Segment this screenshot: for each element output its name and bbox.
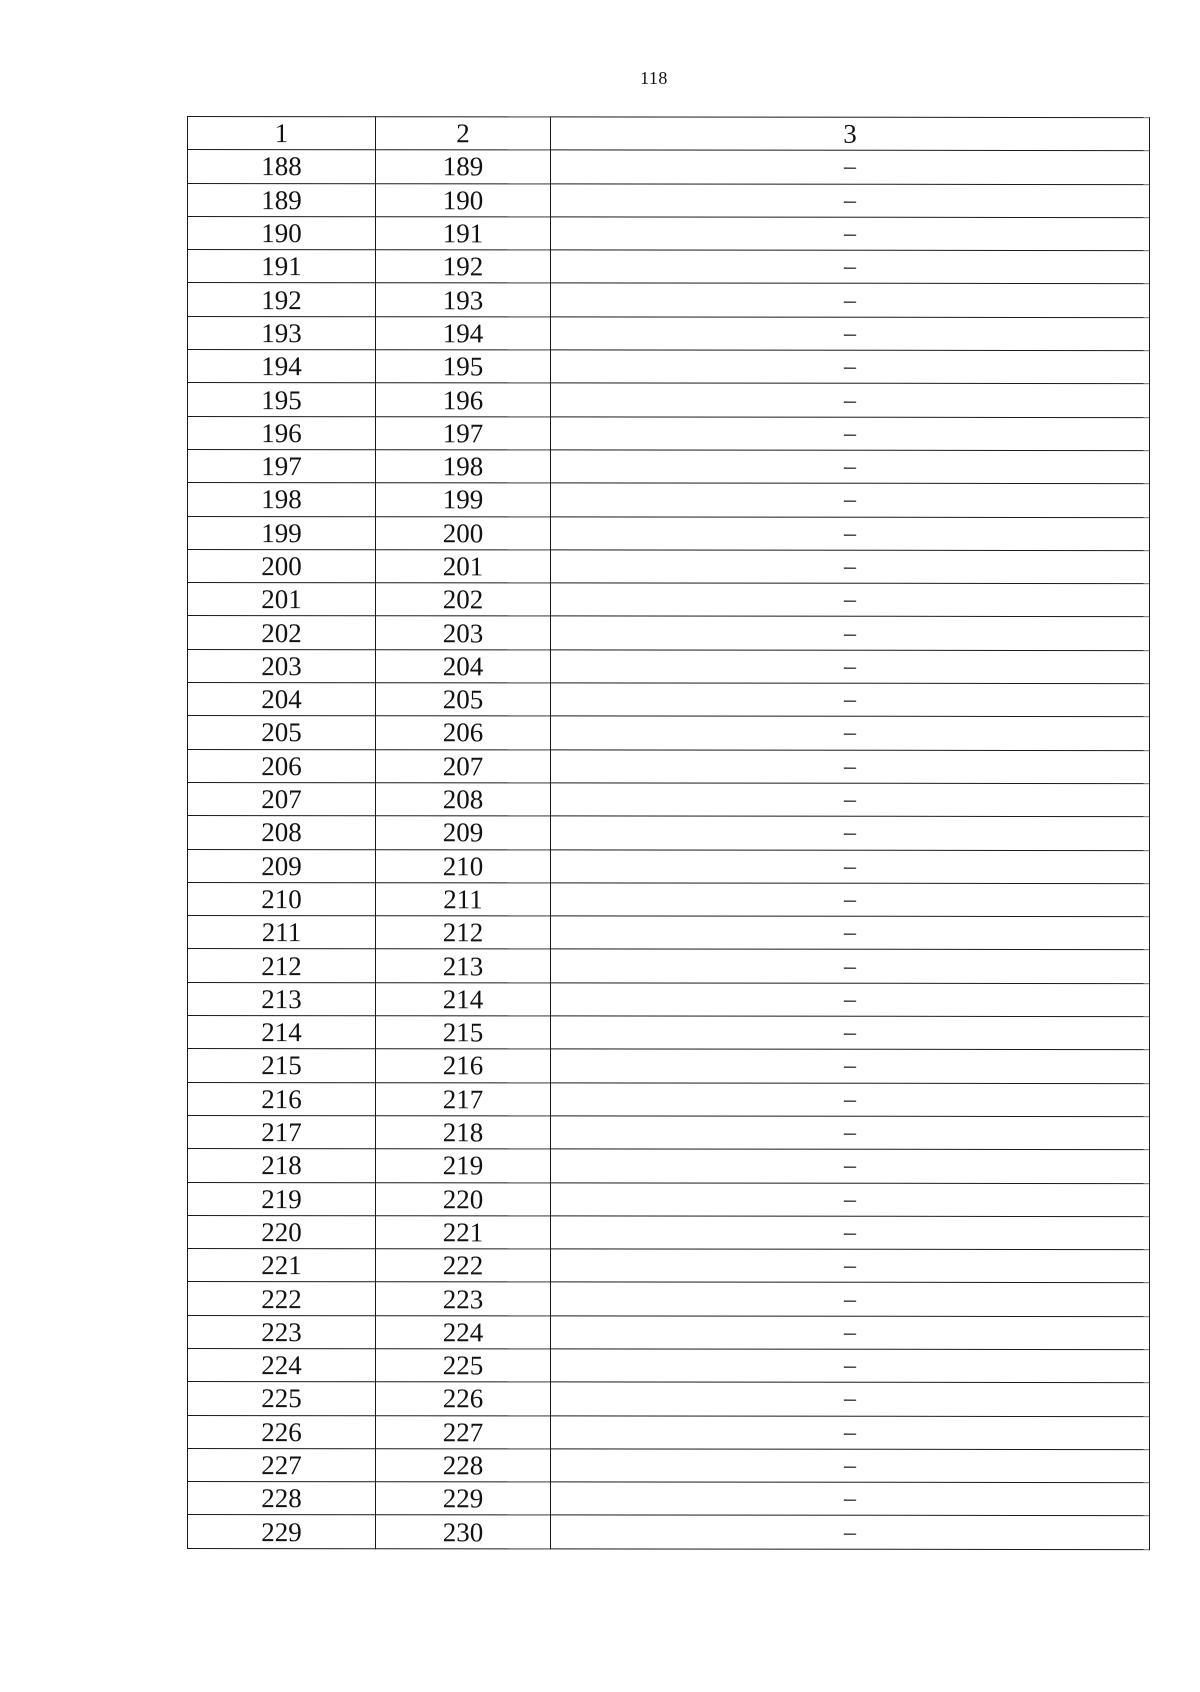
table-cell-col-1: 220 (188, 1215, 376, 1249)
table-cell-col-2: 206 (376, 716, 551, 749)
table-row (188, 1115, 1150, 1149)
table-body (188, 150, 1150, 1550)
table-cell-col-2: 208 (376, 783, 551, 816)
table-row (188, 916, 1150, 950)
data-table (187, 116, 1150, 1550)
table-cell-col-1: 227 (188, 1448, 376, 1482)
table-row (188, 449, 1150, 483)
table-cell-col-1: 224 (188, 1348, 376, 1382)
table-row (188, 616, 1150, 650)
table-row (188, 1515, 1150, 1549)
table-cell-col-3: – (551, 317, 1150, 351)
table-cell-col-2: 195 (376, 350, 551, 383)
table-cell-col-1: 195 (188, 383, 376, 417)
table-cell-col-3: – (551, 150, 1150, 184)
table-cell-col-2: 196 (376, 383, 551, 416)
table-cell-col-2: 197 (376, 416, 551, 449)
table-cell-col-3: – (551, 383, 1150, 417)
table-cell-col-3: – (551, 1149, 1150, 1183)
table-row (188, 949, 1150, 983)
table-cell-col-1: 223 (188, 1315, 376, 1349)
table-row (188, 549, 1150, 583)
table-cell-col-3: – (551, 616, 1150, 650)
page-number: 118 (640, 68, 668, 88)
table-cell-col-3: – (551, 1482, 1150, 1516)
table-cell-col-2: 214 (376, 982, 551, 1015)
table-cell-col-3: – (551, 1049, 1150, 1083)
table-cell-col-1: 189 (188, 183, 376, 217)
table-cell-col-2: 222 (376, 1249, 551, 1282)
table-cell-col-1: 201 (188, 583, 376, 617)
table-cell-col-2: 192 (376, 250, 551, 283)
table-cell-col-2: 216 (376, 1049, 551, 1082)
table-cell-col-3: – (551, 783, 1150, 817)
table-row (188, 350, 1150, 384)
table-cell-col-2: 207 (376, 749, 551, 782)
table-row (188, 749, 1150, 783)
table-row (188, 483, 1150, 517)
table-cell-col-2: 228 (376, 1449, 551, 1482)
table-cell-col-3: – (551, 816, 1150, 850)
table-cell-col-2: 227 (376, 1415, 551, 1448)
table-cell-col-1: 215 (188, 1049, 376, 1083)
table-cell-col-1: 228 (188, 1482, 376, 1516)
table-row (188, 1182, 1150, 1216)
column-header-3: 3 (551, 117, 1150, 151)
table-row (188, 649, 1150, 683)
table-cell-col-2: 210 (376, 849, 551, 882)
table-cell-col-1: 217 (188, 1115, 376, 1149)
table-cell-col-2: 191 (376, 217, 551, 250)
table-cell-col-1: 193 (188, 316, 376, 350)
table-row (188, 1482, 1150, 1516)
table-cell-col-3: – (551, 417, 1150, 451)
table-row (188, 516, 1150, 550)
table-row (188, 416, 1150, 450)
table-cell-col-2: 209 (376, 816, 551, 849)
table-row (188, 216, 1150, 250)
table-cell-col-1: 188 (188, 150, 376, 184)
table-row (188, 1348, 1150, 1382)
table-cell-col-2: 202 (376, 583, 551, 616)
table-cell-col-2: 194 (376, 316, 551, 349)
table-cell-col-2: 215 (376, 1016, 551, 1049)
table-cell-col-3: – (551, 983, 1150, 1017)
table-cell-col-1: 192 (188, 283, 376, 317)
table-row (188, 782, 1150, 816)
table-row (188, 882, 1150, 916)
table-row (188, 683, 1150, 717)
table-cell-col-1: 226 (188, 1415, 376, 1449)
table-cell-col-3: – (551, 1282, 1150, 1316)
table-cell-col-3: – (551, 650, 1150, 684)
table-cell-col-1: 199 (188, 516, 376, 550)
table-row (188, 849, 1150, 883)
table-cell-col-3: – (551, 1449, 1150, 1483)
table-cell-col-1: 196 (188, 416, 376, 450)
table-cell-col-3: – (551, 1415, 1150, 1449)
table-row (188, 1382, 1150, 1416)
table-row (188, 583, 1150, 617)
table-cell-col-3: – (551, 1083, 1150, 1117)
table-row (188, 250, 1150, 284)
table-cell-col-2: 212 (376, 916, 551, 949)
table-cell-col-3: – (551, 550, 1150, 584)
table-row (188, 1049, 1150, 1083)
table-cell-col-1: 212 (188, 949, 376, 983)
table-cell-col-2: 218 (376, 1116, 551, 1149)
table-cell-col-1: 203 (188, 649, 376, 683)
table-cell-col-2: 225 (376, 1349, 551, 1382)
table-cell-col-1: 225 (188, 1382, 376, 1416)
table-cell-col-2: 199 (376, 483, 551, 516)
table-cell-col-2: 193 (376, 283, 551, 316)
table-cell-col-1: 221 (188, 1249, 376, 1283)
table-cell-col-2: 211 (376, 883, 551, 916)
table-cell-col-3: – (551, 450, 1150, 484)
table-cell-col-1: 204 (188, 683, 376, 717)
table-cell-col-3: – (551, 184, 1150, 218)
table-cell-col-3: – (551, 350, 1150, 384)
table-row (188, 183, 1150, 217)
table-cell-col-2: 219 (376, 1149, 551, 1182)
table-cell-col-3: – (551, 883, 1150, 917)
table-cell-col-1: 229 (188, 1515, 376, 1549)
table-row (188, 383, 1150, 417)
table-cell-col-3: – (551, 1249, 1150, 1283)
table-cell-col-2: 224 (376, 1315, 551, 1348)
table-cell-col-3: – (551, 949, 1150, 983)
table-cell-col-2: 189 (376, 150, 551, 183)
table-cell-col-2: 198 (376, 450, 551, 483)
table-row (188, 1448, 1150, 1482)
table-cell-col-1: 191 (188, 250, 376, 284)
table-cell-col-3: – (551, 1116, 1150, 1150)
table-row (188, 150, 1150, 184)
table-cell-col-3: – (551, 283, 1150, 317)
table-cell-col-2: 226 (376, 1382, 551, 1415)
table-cell-col-1: 216 (188, 1082, 376, 1116)
table-row (188, 283, 1150, 317)
table-cell-col-1: 200 (188, 549, 376, 583)
table-cell-col-3: – (551, 1515, 1150, 1549)
table-cell-col-2: 203 (376, 616, 551, 649)
table-cell-col-1: 211 (188, 916, 376, 950)
table-cell-col-1: 210 (188, 882, 376, 916)
table-cell-col-1: 190 (188, 216, 376, 250)
table-cell-col-1: 213 (188, 982, 376, 1016)
table-cell-col-3: – (551, 849, 1150, 883)
table-row (188, 316, 1150, 350)
table-cell-col-3: – (551, 516, 1150, 550)
table-cell-col-1: 205 (188, 716, 376, 750)
table-row (188, 1415, 1150, 1449)
table-cell-col-1: 208 (188, 816, 376, 850)
table-cell-col-2: 200 (376, 516, 551, 549)
table-cell-col-2: 213 (376, 949, 551, 982)
table-cell-col-2: 220 (376, 1182, 551, 1215)
table-cell-col-1: 206 (188, 749, 376, 783)
table-cell-col-1: 194 (188, 350, 376, 384)
table-row (188, 816, 1150, 850)
table-cell-col-2: 205 (376, 683, 551, 716)
table-row (188, 716, 1150, 750)
table-row (188, 1149, 1150, 1183)
table-row (188, 1249, 1150, 1283)
table-row (188, 982, 1150, 1016)
table-cell-col-2: 229 (376, 1482, 551, 1515)
table-cell-col-1: 222 (188, 1282, 376, 1316)
table-cell-col-3: – (551, 1349, 1150, 1383)
table-cell-col-2: 230 (376, 1515, 551, 1548)
table-cell-col-3: – (551, 916, 1150, 950)
table-cell-col-1: 218 (188, 1149, 376, 1183)
table-row (188, 1282, 1150, 1316)
column-header-2: 2 (376, 117, 551, 150)
table-cell-col-3: – (551, 750, 1150, 784)
column-header-1: 1 (188, 117, 376, 151)
table-cell-col-3: – (551, 683, 1150, 717)
table-cell-col-3: – (551, 217, 1150, 251)
table-cell-col-1: 209 (188, 849, 376, 883)
table-cell-col-3: – (551, 583, 1150, 617)
table-cell-col-2: 217 (376, 1082, 551, 1115)
table-row (188, 1215, 1150, 1249)
table-cell-col-2: 221 (376, 1216, 551, 1249)
table-cell-col-3: – (551, 1216, 1150, 1250)
table-cell-col-1: 202 (188, 616, 376, 650)
table-cell-col-3: – (551, 250, 1150, 284)
table-cell-col-3: – (551, 1016, 1150, 1050)
table-cell-col-1: 197 (188, 449, 376, 483)
table-cell-col-1: 198 (188, 483, 376, 517)
table-cell-col-3: – (551, 1382, 1150, 1416)
table-cell-col-2: 190 (376, 183, 551, 216)
table-row (188, 1315, 1150, 1349)
table-row (188, 1082, 1150, 1116)
table-cell-col-1: 207 (188, 782, 376, 816)
table-cell-col-3: – (551, 1316, 1150, 1350)
table-cell-col-3: – (551, 483, 1150, 517)
table-cell-col-3: – (551, 1182, 1150, 1216)
table-cell-col-2: 201 (376, 550, 551, 583)
table-cell-col-3: – (551, 716, 1150, 750)
table-cell-col-1: 214 (188, 1016, 376, 1050)
table-header-row (188, 117, 1150, 151)
table-cell-col-1: 219 (188, 1182, 376, 1216)
table-cell-col-2: 223 (376, 1282, 551, 1315)
table-row (188, 1016, 1150, 1050)
table-cell-col-2: 204 (376, 649, 551, 682)
